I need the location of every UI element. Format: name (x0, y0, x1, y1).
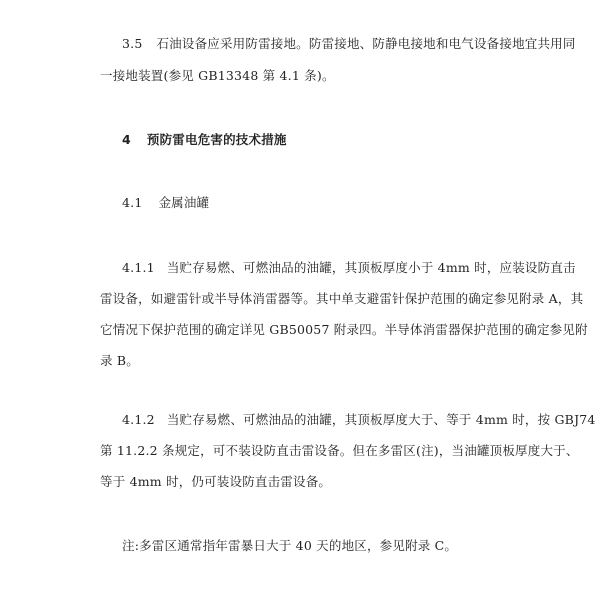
section-4-heading (122, 132, 287, 148)
section-title: 预防雷电危害的技术措施 (146, 132, 287, 147)
paragraph-text: 它情况下保护范围的确定详见 GB50057 附录四。半导体消雷器保护范围的确定参见附 (100, 322, 588, 337)
paragraph-text: 录 B。 (100, 353, 139, 368)
section-number: 3.5 (122, 36, 143, 51)
section-4-1-1-line-1 (122, 260, 576, 276)
section-number: 4.1 (122, 195, 143, 210)
paragraph-text: 一接地装置(参见 GB13348 第 4.1 条)。 (100, 68, 335, 83)
paragraph-text: 当贮存易燃、可燃油品的油罐，其顶板厚度大于、等于 4mm 时，按 GBJ74 (166, 412, 596, 427)
section-4-1-2-line-2 (100, 443, 579, 459)
paragraph-text: 第 11.2.2 条规定，可不装设防直击雷设备。但在多雷区(注)，当油罐顶板厚度大于、 (100, 443, 579, 458)
section-4-1-1-line-2 (100, 291, 583, 307)
section-number: 4.1.1 (122, 260, 155, 275)
paragraph-text: 当贮存易燃、可燃油品的油罐，其顶板厚度小于 4mm 时，应装设防直击 (166, 260, 576, 275)
section-3-5-line-1 (122, 36, 576, 52)
section-3-5-line-2 (100, 68, 335, 84)
section-4-1-2-line-1 (122, 412, 596, 428)
section-4-1-heading (122, 195, 209, 211)
paragraph-text: 雷设备，如避雷针或半导体消雷器等。其中单支避雷针保护范围的确定参见附录 A，其 (100, 291, 584, 306)
note-text: 注:多雷区通常指年雷暴日大于 40 天的地区，参见附录 C。 (122, 538, 458, 553)
section-number: 4 (122, 132, 131, 147)
paragraph-text: 等于 4mm 时，仍可装设防直击雷设备。 (100, 474, 332, 489)
section-number: 4.1.2 (122, 412, 155, 427)
note-line (122, 538, 457, 554)
section-title: 金属油罐 (158, 195, 210, 210)
section-4-1-2-line-3 (100, 474, 331, 490)
section-4-1-1-line-4 (100, 353, 139, 369)
paragraph-text: 石油设备应采用防雷接地。防雷接地、防静电接地和电气设备接地宜共用同 (156, 36, 576, 51)
section-4-1-1-line-3 (100, 322, 588, 338)
